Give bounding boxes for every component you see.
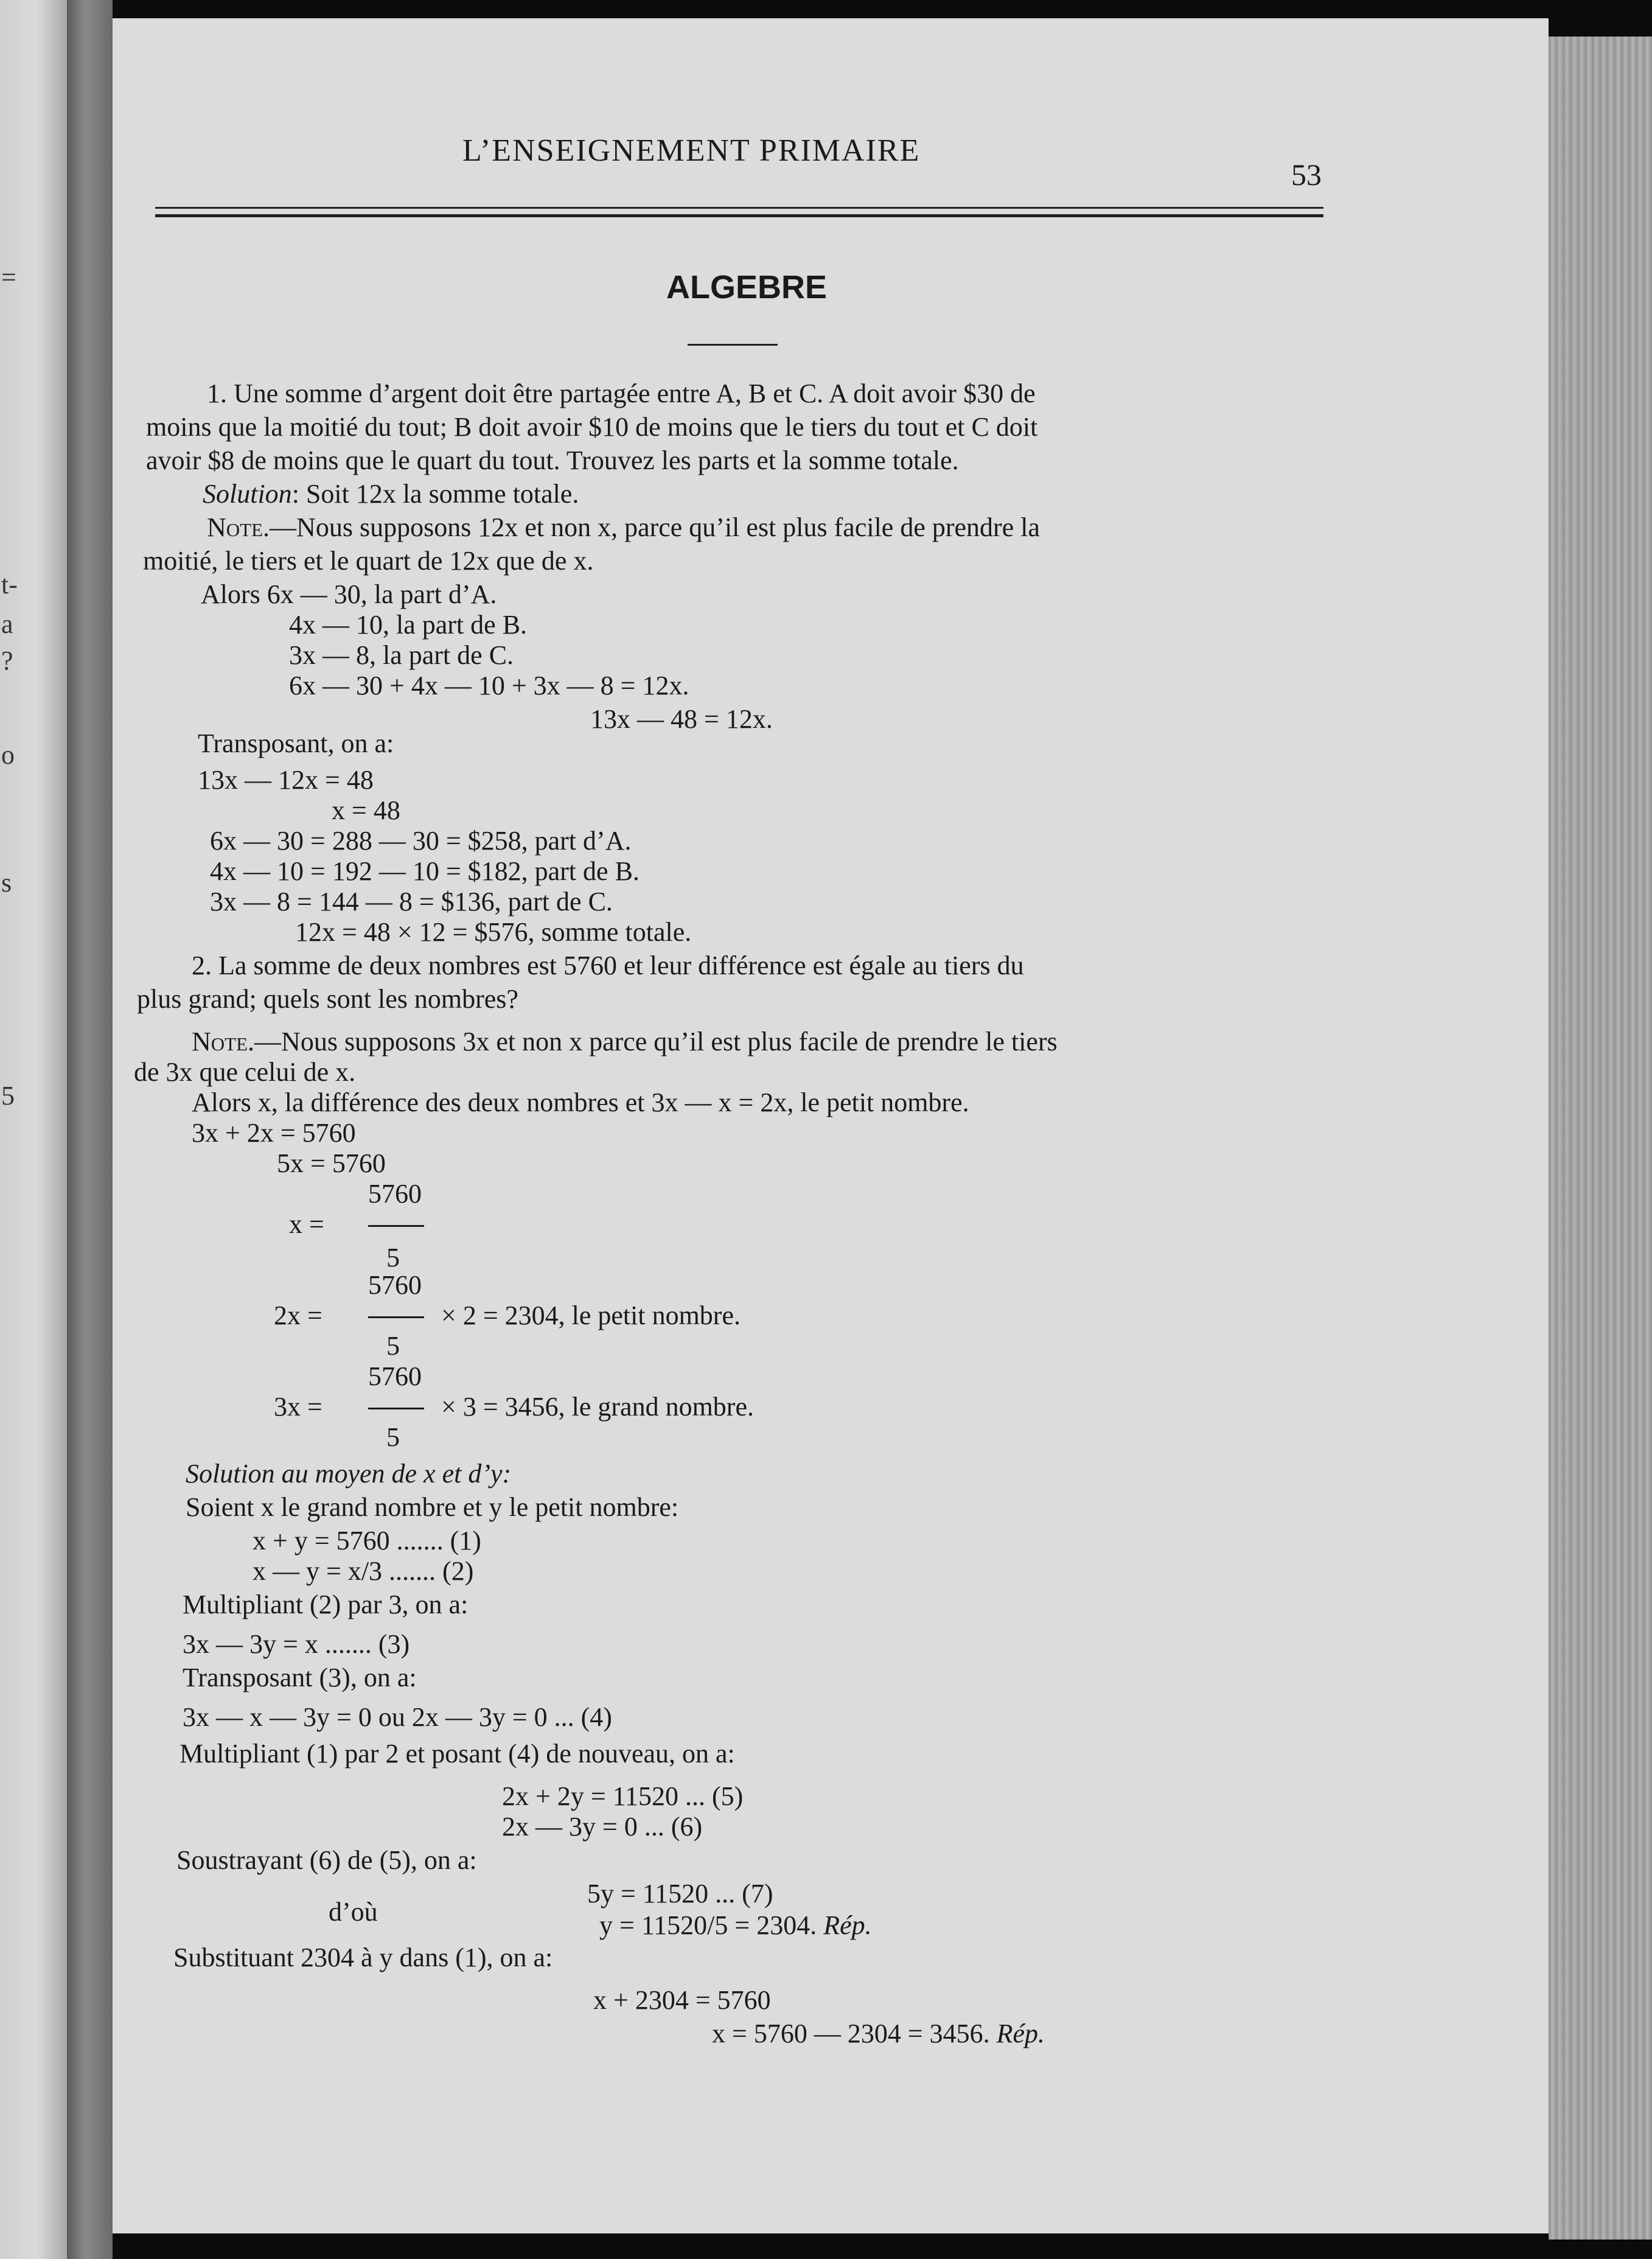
equation-lhs: 2x = xyxy=(274,1301,322,1330)
solution-text: : Soit 12x la somme totale. xyxy=(291,479,579,509)
equation-rhs: × 2 = 2304, le petit nombre. xyxy=(441,1301,741,1330)
text-line: moitié, le tiers et le quart de 12x que de x. xyxy=(143,546,594,576)
equation xyxy=(599,1912,872,1939)
note-label: Note. xyxy=(192,1027,255,1056)
equation: 3x + 2x = 5760 xyxy=(192,1118,356,1148)
note-text: —Nous supposons 3x et non x parce qu’il est plus facile de prendre le tiers xyxy=(254,1027,1058,1056)
equation: 3x — x — 3y = 0 ou 2x — 3y = 0 ... (4) xyxy=(183,1702,612,1732)
equation: 13x — 48 = 12x. xyxy=(590,704,773,734)
fraction-numerator: 5760 xyxy=(368,1270,422,1300)
margin-mark: t- xyxy=(1,570,18,599)
equation: 2x — 3y = 0 ... (6) xyxy=(502,1812,703,1842)
equation: 4x — 10 = 192 — 10 = $182, part de B. xyxy=(210,856,640,886)
equation: x — y = x/3 ....... (2) xyxy=(253,1556,474,1586)
equation: 13x — 12x = 48 xyxy=(198,765,374,795)
equation-lhs: x = xyxy=(289,1209,324,1239)
page-number: 53 xyxy=(1291,158,1322,192)
text-line: 2. La somme de deux nombres est 5760 et leur différence est égale au tiers du xyxy=(192,951,1024,980)
text-line: Multipliant (2) par 3, on a: xyxy=(183,1590,469,1619)
text-line: Transposant, on a: xyxy=(198,728,394,758)
equation xyxy=(712,2020,1045,2047)
equation: 5x = 5760 xyxy=(277,1148,386,1178)
header-rule xyxy=(155,207,1323,209)
equation: x = 48 xyxy=(332,795,400,825)
fraction-bar xyxy=(368,1225,424,1227)
margin-mark: = xyxy=(1,262,16,292)
text-line: 1. Une somme d’argent doit être partagée entre A, B et C. A doit avoir $30 de xyxy=(207,379,1036,408)
text-line: moins que la moitié du tout; B doit avoir $10 de moins que le tiers du tout et C doit xyxy=(146,412,1038,442)
section-title: ALGEBRE xyxy=(666,269,828,306)
text-line: Soustrayant (6) de (5), on a: xyxy=(176,1845,477,1875)
fraction-denominator: 5 xyxy=(386,1422,400,1452)
equation: 2x + 2y = 11520 ... (5) xyxy=(502,1781,744,1811)
equation: 3x — 8 = 144 — 8 = $136, part de C. xyxy=(210,887,613,917)
equation-rhs: × 3 = 3456, le grand nombre. xyxy=(441,1392,754,1422)
margin-mark: 5 xyxy=(1,1081,15,1111)
solution-heading: Solution au moyen de x et d’y: xyxy=(186,1459,512,1489)
fraction-bar xyxy=(368,1408,424,1409)
note-label: Note. xyxy=(207,512,270,542)
header-rule-thick xyxy=(155,214,1323,217)
book-spine xyxy=(67,0,113,2259)
equation: x + 2304 = 5760 xyxy=(593,1985,771,2015)
answer-label: Rép. xyxy=(996,2019,1045,2048)
text-line: plus grand; quels sont les nombres? xyxy=(137,984,518,1014)
margin-mark: a xyxy=(1,609,13,639)
text-line: de 3x que celui de x. xyxy=(134,1057,356,1087)
note-text: —Nous supposons 12x et non x, parce qu’il est plus facile de prendre la xyxy=(270,512,1040,542)
equation: 4x — 10, la part de B. xyxy=(289,610,528,640)
equation: 3x — 3y = x ....... (3) xyxy=(183,1629,410,1659)
solution-label: Solution xyxy=(203,479,292,509)
text-line: d’où xyxy=(329,1897,378,1927)
equation-body: x = 5760 — 2304 = 3456. xyxy=(712,2019,990,2048)
equation: 6x — 30 = 288 — 30 = $258, part d’A. xyxy=(210,826,632,856)
equation: Alors 6x — 30, la part d’A. xyxy=(201,579,497,609)
equation: 6x — 30 + 4x — 10 + 3x — 8 = 12x. xyxy=(289,671,689,700)
text-line: Soient x le grand nombre et y le petit nombre: xyxy=(186,1492,679,1522)
text-line: Substituant 2304 à y dans (1), on a: xyxy=(173,1943,553,1972)
fraction-denominator: 5 xyxy=(386,1331,400,1361)
note-line xyxy=(192,1028,1058,1055)
running-head: L’ENSEIGNEMENT PRIMAIRE xyxy=(462,133,921,168)
equation-lhs: 3x = xyxy=(274,1392,322,1422)
margin-mark: ? xyxy=(1,646,13,676)
answer-label: Rép. xyxy=(823,1910,872,1940)
title-rule xyxy=(688,344,778,346)
equation-body: y = 11520/5 = 2304. xyxy=(599,1910,817,1940)
equation: x + y = 5760 ....... (1) xyxy=(253,1526,481,1555)
fraction-denominator: 5 xyxy=(386,1243,400,1273)
equation: 3x — 8, la part de C. xyxy=(289,640,514,670)
page-stack-edge xyxy=(1549,37,1652,2240)
note-line xyxy=(207,514,1040,541)
equation: 5y = 11520 ... (7) xyxy=(587,1879,773,1908)
solution-line xyxy=(203,481,579,508)
margin-mark: s xyxy=(1,868,12,898)
fraction-bar xyxy=(368,1316,424,1318)
text-line: Transposant (3), on a: xyxy=(183,1663,417,1692)
facing-page-edge xyxy=(0,0,67,2259)
fraction-numerator: 5760 xyxy=(368,1361,422,1391)
equation: 12x = 48 × 12 = $576, somme totale. xyxy=(295,917,692,947)
margin-mark: o xyxy=(1,740,15,770)
text-line: Multipliant (1) par 2 et posant (4) de nouveau, on a: xyxy=(179,1739,735,1768)
text-line: Alors x, la différence des deux nombres et 3x — x = 2x, le petit nombre. xyxy=(192,1088,969,1117)
fraction-numerator: 5760 xyxy=(368,1179,422,1209)
text-line: avoir $8 de moins que le quart du tout. Trouvez les parts et la somme totale. xyxy=(146,445,959,475)
